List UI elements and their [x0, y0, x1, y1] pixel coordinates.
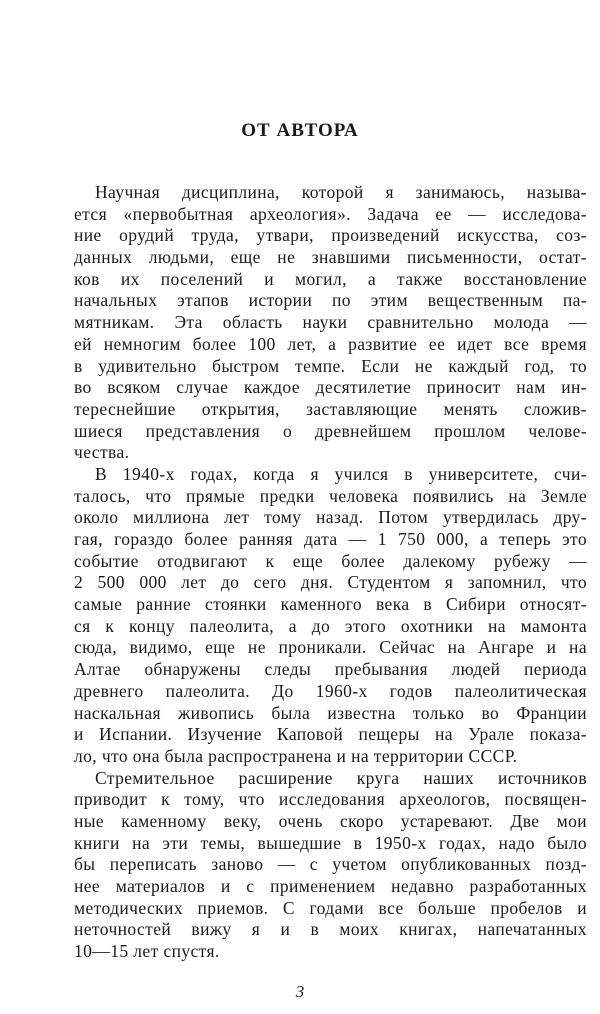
text-line: Стремительное расширение круга наших источников [95, 767, 587, 788]
text-line: ков их поселений и могил, а также восстановление [74, 268, 587, 289]
text-line: начальных этапов истории по этим вещественным па- [74, 290, 587, 311]
text-line: гая, гораздо более ранняя дата — 1 750 000, а теперь это [74, 529, 587, 549]
text-line: около миллиона лет тому назад. Потом утвердилась дру- [74, 507, 587, 528]
text-line: Научная дисциплина, которой я занимаюсь, называ- [95, 182, 587, 202]
text-line: сюда, видимо, еще не проникали. Сейчас на Ангаре и на [74, 637, 587, 658]
text-line: в удивительно быстром темпе. Если не каждый год, то [74, 355, 587, 376]
text-line: 10—15 лет спустя. [74, 941, 220, 962]
text-line: наскальная живопись была известна только во Франции [74, 702, 587, 723]
text-line: приводит к тому, что исследования археологов, посвящен- [74, 789, 587, 810]
text-line: Алтае обнаружены следы пребывания людей периода [74, 659, 587, 680]
text-line: книги на эти темы, вышедшие в 1950-х годах, надо было [74, 832, 587, 853]
text-line: ние орудий труда, утвари, произведений искусства, соз- [74, 225, 587, 246]
text-line: во всяком случае каждое десятилетие приносит нам ин- [74, 377, 587, 398]
text-line: талось, что прямые предки человека появились на Земле [74, 485, 587, 506]
text-line: тереснейшие открытия, заставляющие менять сложив- [74, 398, 587, 419]
text-line: методических приемов. С годами все больше пробелов и [74, 897, 587, 918]
text-line: 2 500 000 лет до сего дня. Студентом я запомнил, что [74, 572, 587, 593]
paragraph [74, 464, 587, 768]
text-line: древнего палеолита. До 1960-х годов палеолитическая [74, 680, 587, 701]
text-line: мятникам. Эта область науки сравнительно молода — [74, 312, 587, 333]
paragraph [74, 768, 587, 963]
text-line: ей немногим более 100 лет, а развитие ее идет все время [74, 333, 587, 354]
chapter-title: ОТ АВТОРА [241, 120, 359, 141]
page-number: 3 [295, 982, 305, 1001]
text-line: данных людьми, еще не знавшими письменности, остат- [74, 247, 587, 268]
text-line: событие отодвигают к еще более далекому рубежу — [74, 550, 587, 571]
text-line: неточностей вижу я и в моих книгах, напечатанных [74, 919, 587, 940]
text-line: В 1940-х годах, когда я учился в университете, счи- [95, 463, 587, 484]
text-line: ные каменному веку, очень скоро устаревают. Две мои [74, 810, 587, 831]
text-line: шиеся представления о древнейшем прошлом челове- [74, 420, 587, 441]
text-line: ло, что она была распространена и на территории СССР. [74, 745, 518, 766]
paragraph [74, 182, 587, 464]
text-line: ся к концу палеолита, а до этого охотники на мамонта [74, 615, 587, 636]
text-line: ется «первобытная археология». Задача ее — исследова- [74, 203, 587, 224]
text-line: и Испании. Изучение Каповой пещеры на Урале показа- [74, 724, 587, 745]
text-line: чества. [74, 442, 130, 463]
body-text [74, 182, 587, 963]
text-line: бы переписать заново — с учетом опубликованных позд- [74, 854, 587, 875]
text-line: самые ранние стоянки каменного века в Сибири относят- [74, 594, 587, 615]
text-line: нее материалов и с применением недавно разработанных [74, 876, 587, 896]
